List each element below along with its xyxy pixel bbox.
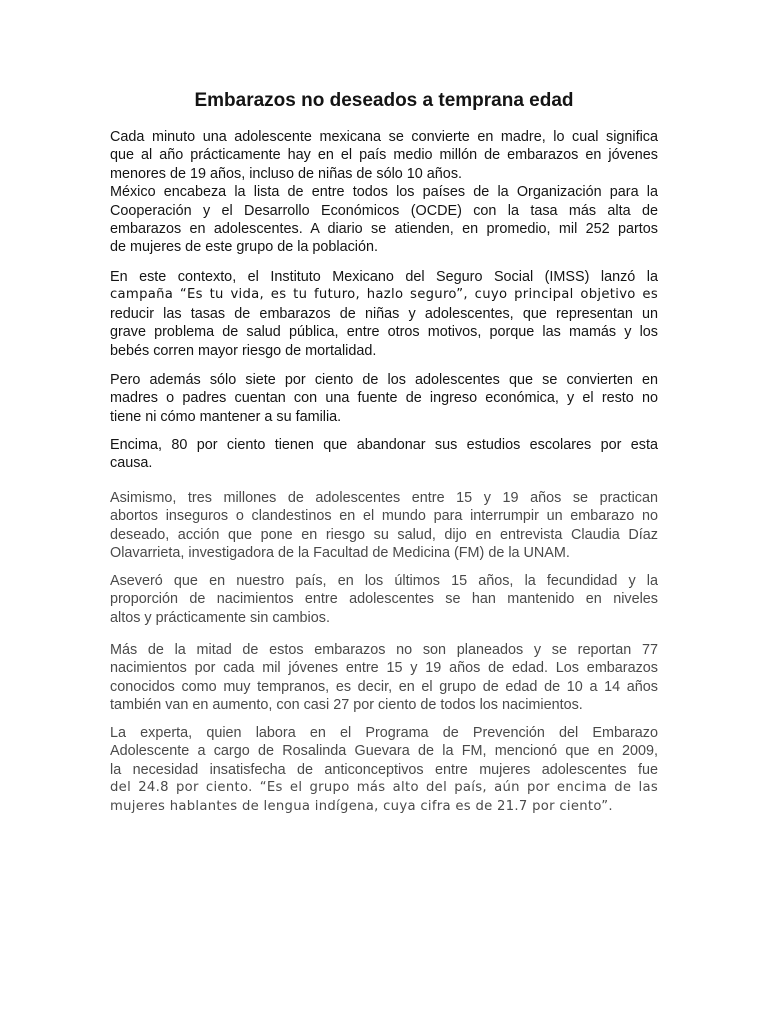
paragraph-line: que al año prácticamente hay en el país medio millón de embarazos en jóvenes bbox=[110, 147, 658, 164]
paragraph-line: altos y prácticamente sin cambios. bbox=[110, 609, 330, 626]
paragraph-line: Cada minuto una adolescente mexicana se convierte en madre, lo cual significa bbox=[110, 129, 658, 145]
paragraph-line: proporción de nacimientos entre adolescentes se han mantenido en niveles bbox=[110, 591, 658, 608]
paragraph-line: Encima, 80 por ciento tienen que abandonar sus estudios escolares por esta bbox=[110, 437, 658, 453]
paragraph-8 bbox=[110, 724, 658, 816]
paragraph-line: nacimientos por cada mil jóvenes entre 15 y 19 años de edad. Los embarazos bbox=[110, 660, 658, 677]
paragraph-line: causa. bbox=[110, 455, 153, 472]
paragraph-line: En este contexto, el Instituto Mexicano del Seguro Social (IMSS) lanzó la bbox=[110, 269, 658, 285]
paragraph-line: La experta, quien labora en el Programa de Prevención del Embarazo bbox=[110, 725, 658, 741]
paragraph-line: la necesidad insatisfecha de anticonceptivos entre mujeres adolescentes fue bbox=[110, 761, 658, 778]
paragraph-line: madres o padres cuentan con una fuente de ingreso económica, y el resto no bbox=[110, 390, 658, 407]
paragraph-line: embarazos en adolescentes. A diario se atienden, en promedio, mil 252 partos bbox=[110, 220, 658, 237]
paragraph-line: Aseveró que en nuestro país, en los últimos 15 años, la fecundidad y la bbox=[110, 573, 658, 589]
paragraph-line: abortos inseguros o clandestinos en el mundo para interrumpir un embarazo no bbox=[110, 508, 658, 525]
paragraph-7 bbox=[110, 641, 658, 715]
paragraph-line: bebés corren mayor riesgo de mortalidad. bbox=[110, 342, 377, 359]
paragraph-line: tiene ni cómo mantener a su familia. bbox=[110, 408, 342, 425]
paragraph-4 bbox=[110, 436, 658, 473]
paragraph-line: conocidos como muy tempranos, es decir, en el grupo de edad de 10 a 14 años bbox=[110, 678, 658, 695]
paragraph-line: campaña “Es tu vida, es tu futuro, hazlo seguro”, cuyo principal objetivo es bbox=[110, 287, 658, 303]
paragraph-line: México encabeza la lista de entre todos los países de la Organización para la bbox=[110, 184, 658, 201]
paragraph-line: del 24.8 por ciento. “Es el grupo más alto del país, aún por encima de las bbox=[110, 780, 658, 796]
paragraph-5 bbox=[110, 489, 658, 563]
paragraph-6 bbox=[110, 572, 658, 627]
paragraph-line: grave problema de salud pública, entre otros motivos, porque las mamás y los bbox=[110, 324, 658, 341]
paragraph-line: Pero además sólo siete por ciento de los adolescentes que se convierten en bbox=[110, 372, 658, 388]
paragraph-line: Asimismo, tres millones de adolescentes entre 15 y 19 años se practican bbox=[110, 490, 658, 506]
paragraph-line: deseado, acción que pone en riesgo su salud, dijo en entrevista Claudia Díaz bbox=[110, 526, 658, 543]
paragraph-line: de mujeres de este grupo de la población. bbox=[110, 239, 379, 256]
paragraph-line: mujeres hablantes de lengua indígena, cuya cifra es de 21.7 por ciento”. bbox=[110, 798, 613, 814]
paragraph-line: menores de 19 años, incluso de niñas de sólo 10 años. bbox=[110, 165, 463, 182]
document-title: Embarazos no deseados a temprana edad bbox=[194, 90, 574, 111]
paragraph-2 bbox=[110, 268, 658, 360]
paragraph-line: Olavarrieta, investigadora de la Facultad de Medicina (FM) de la UNAM. bbox=[110, 545, 570, 562]
paragraph-3 bbox=[110, 371, 658, 426]
paragraph-line: Más de la mitad de estos embarazos no son planeados y se reportan 77 bbox=[110, 642, 658, 658]
paragraph-line: Cooperación y el Desarrollo Económicos (OCDE) con la tasa más alta de bbox=[110, 202, 658, 219]
paragraph-1 bbox=[110, 128, 658, 257]
paragraph-line: también van en aumento, con casi 27 por ciento de todos los nacimientos. bbox=[110, 697, 583, 714]
paragraph-line: Adolescente a cargo de Rosalinda Guevara de la FM, mencionó que en 2009, bbox=[110, 743, 658, 760]
paragraph-line: reducir las tasas de embarazos de niñas y adolescentes, que representan un bbox=[110, 305, 658, 322]
